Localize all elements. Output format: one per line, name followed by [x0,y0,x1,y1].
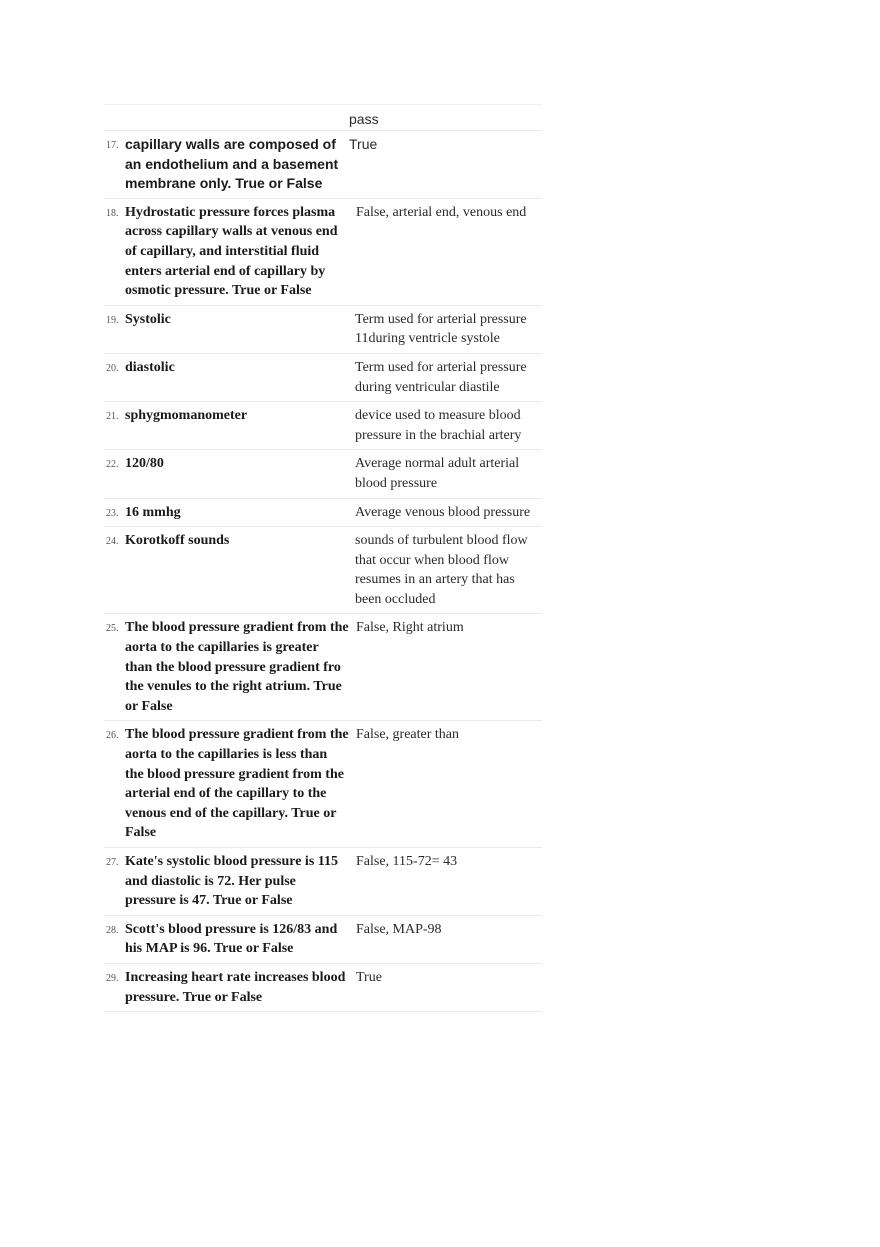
card-definition: False, arterial end, venous end [356,204,527,220]
card-number: 26. [106,730,119,742]
table-row [104,354,542,402]
card-definition: False, MAP-98 [356,921,442,937]
card-definition: Term used for arterial pressure during ventricular diastile [355,359,527,395]
card-term: Systolic [125,311,171,327]
table-row [104,402,542,450]
table-row [104,104,542,131]
card-definition: False, 115-72= 43 [356,854,458,869]
card-definition: False, greater than [356,727,460,743]
card-term: Increasing heart rate increases blood pressure. True or False [125,969,346,1005]
card-definition: sounds of turbulent blood flow that occur when blood flow resumes in an artery that has been occluded [355,533,528,607]
card-definition: device used to measure blood pressure in the brachial artery [355,408,522,443]
table-row [104,450,542,498]
card-number: 21. [106,411,119,423]
card-definition: Average venous blood pressure [355,504,531,520]
card-term: sphygmomanometer [125,408,248,424]
card-term: Hydrostatic pressure forces plasma across capillary walls at venous end of capillary, and interstitial fluid enters arterial end of capillary by osmotic pressure. True or False [125,204,338,299]
card-term: 120/80 [125,456,164,472]
table-row [104,614,542,721]
card-number: 27. [106,857,119,868]
card-term [125,105,349,130]
table-row [104,131,542,199]
card-term: capillary walls are composed of an endothelium and a basement membrane only. True or False [125,136,339,192]
flashcard-table [104,104,542,1012]
card-number: 23. [106,507,119,519]
card-number: 19. [106,314,119,326]
card-term: The blood pressure gradient from the aorta to the capillaries is less than the blood pressure gradient from the arterial end of the capillary to the venous end of the capillary. True or False [125,727,349,841]
card-term: Kate's systolic blood pressure is 115 and diastolic is 72. Her pulse pressure is 47. True or False [125,854,339,909]
card-definition: Term used for arterial pressure 11during ventricle systole [355,311,527,347]
card-number: 25. [106,623,119,635]
card-number: 28. [106,924,119,936]
card-term: 16 mmhg [125,504,181,520]
card-number: 24. [106,536,119,548]
card-number: 17. [106,140,119,151]
card-definition: False, Right atrium [356,620,464,636]
card-term: The blood pressure gradient from the aorta to the capillaries is greater than the blood pressure gradient fro the venules to the right atrium. True or False [125,620,349,714]
table-row [104,964,542,1012]
table-row [104,916,542,964]
table-row [104,721,542,848]
card-number: 22. [106,459,119,471]
card-definition: Average normal adult arterial blood pressure [355,456,520,491]
table-row [104,848,542,916]
table-row [104,306,542,354]
table-row [104,199,542,306]
card-term: Scott's blood pressure is 126/83 and his MAP is 96. True or False [125,921,338,957]
card-number: 29. [106,972,119,984]
card-number: 20. [106,362,119,374]
card-number [104,105,125,130]
card-term: diastolic [125,359,175,375]
card-term: Korotkoff sounds [125,533,230,549]
card-definition: True [356,969,382,985]
table-row [104,499,542,528]
card-definition: True [349,136,378,152]
card-number: 18. [106,207,119,219]
table-row [104,527,542,614]
card-definition: pass [349,111,379,127]
